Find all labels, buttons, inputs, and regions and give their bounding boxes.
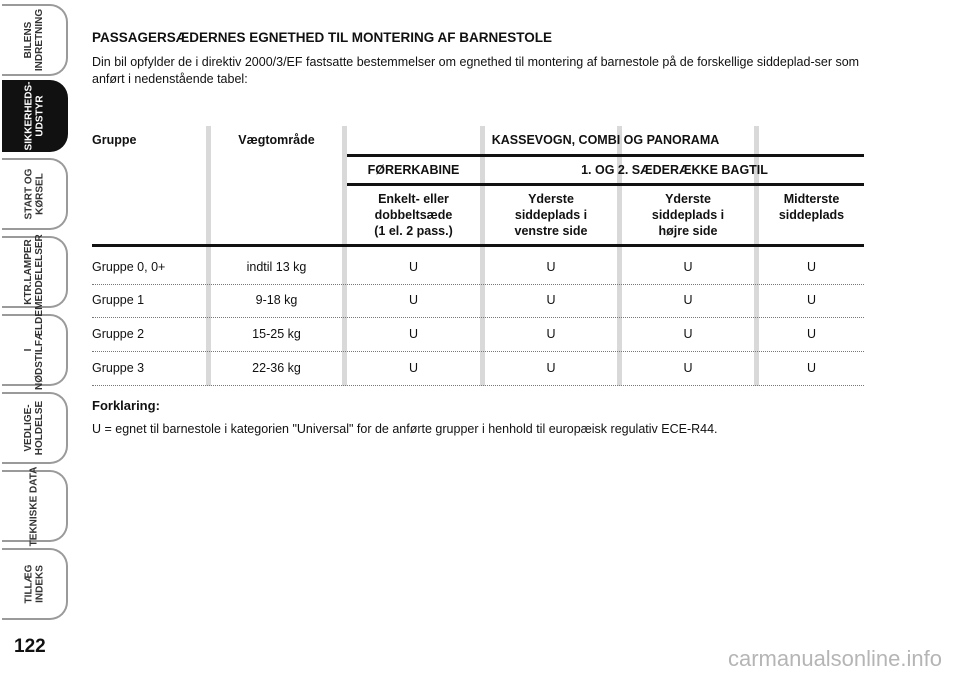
row-value: U: [683, 361, 693, 375]
header-rule: [92, 244, 864, 247]
header-weight: Vægtområde: [238, 133, 315, 147]
row-value: U: [806, 260, 817, 274]
row-divider: [92, 385, 864, 386]
tab-label: VEDLIGE- HOLDELSE: [22, 400, 45, 456]
tab-label: BILENS INDRETNING: [22, 8, 45, 72]
page-number: 122: [14, 636, 46, 657]
legend-text: U = egnet til barnestole i kategorien "Universal" for de anførte grupper i henhold til europæisk regulativ ECE-R44.: [92, 422, 718, 436]
tab-start-og-korsel[interactable]: [2, 158, 68, 230]
row-weight: 15-25 kg: [252, 327, 301, 341]
header-group: Gruppe: [92, 133, 137, 147]
row-divider: [92, 351, 864, 352]
tab-label: START OG KØRSEL: [23, 168, 45, 220]
tab-label: I NØDSTILFÆLDE: [23, 310, 45, 390]
header-cab: FØRERKABINE: [367, 163, 460, 177]
subheader-right-outer: Yderste siddeplads i højre side: [651, 192, 725, 238]
tab-vedligeholdelse[interactable]: [2, 392, 68, 464]
row-weight: indtil 13 kg: [246, 260, 307, 274]
row-value: U: [546, 293, 556, 307]
section-title: PASSAGERSÆDERNES EGNETHED TIL MONTERING AF BARNESTOLE: [92, 30, 553, 45]
row-value: U: [806, 327, 817, 341]
header-rear-rows: 1. OG 2. SÆDERÆKKE BAGTIL: [581, 163, 768, 177]
row-group: Gruppe 2: [92, 327, 145, 341]
row-value: U: [806, 293, 817, 307]
row-value: U: [408, 293, 419, 307]
row-value: U: [806, 361, 817, 375]
watermark: carmanualsonline.info: [727, 646, 942, 671]
tab-label: TEKNISKE DATA: [28, 466, 40, 546]
row-weight: 22-36 kg: [252, 361, 301, 375]
header-rule: [347, 154, 864, 157]
subheader-cab-seat: Enkelt- eller dobbeltsæde (1 el. 2 pass.): [374, 192, 453, 238]
row-value: U: [683, 260, 693, 274]
tab-label: SIKKERHEDS- UDSTYR: [23, 81, 45, 151]
tab-i-nodstilfaelde[interactable]: [2, 310, 68, 390]
tab-sikkerhedsudstyr[interactable]: [2, 80, 68, 152]
header-rule: [347, 183, 864, 186]
row-value: U: [546, 260, 556, 274]
row-divider: [92, 317, 864, 318]
tab-label: KTR.LAMPER MEDDELELSER: [23, 234, 45, 310]
chapter-tabs: [0, 0, 70, 640]
row-value: U: [408, 260, 419, 274]
legend-heading: Forklaring:: [92, 398, 160, 413]
row-value: U: [683, 327, 693, 341]
header-vehicle: KASSEVOGN, COMBI OG PANORAMA: [491, 133, 720, 147]
tab-tillaeg-indeks[interactable]: [2, 548, 68, 620]
row-group: Gruppe 3: [92, 361, 145, 375]
row-weight: 9-18 kg: [255, 293, 298, 307]
subheader-left-outer: Yderste siddeplads i venstre side: [514, 192, 588, 238]
intro-paragraph: Din bil opfylder de i direktiv 2000/3/EF fastsatte bestemmelser om egnethed til montering af barnestole på de forskellige siddeplad-ser som anført i nedenstående tabel:: [92, 55, 860, 86]
tab-tekniske-data[interactable]: [2, 466, 68, 546]
row-value: U: [683, 293, 693, 307]
row-value: U: [546, 361, 556, 375]
tab-label: TILLÆG INDEKS: [22, 564, 45, 604]
tab-bilens-indretning[interactable]: [2, 4, 68, 76]
row-value: U: [408, 361, 419, 375]
row-divider: [92, 284, 864, 285]
row-group: Gruppe 1: [92, 293, 145, 307]
row-value: U: [408, 327, 419, 341]
child-seat-table: [92, 126, 864, 386]
row-value: U: [546, 327, 556, 341]
subheader-middle: Midterste siddeplads: [778, 192, 845, 222]
column-separator: [206, 126, 211, 386]
tab-ktr-lamper[interactable]: [2, 236, 68, 308]
row-group: Gruppe 0, 0+: [92, 260, 166, 274]
